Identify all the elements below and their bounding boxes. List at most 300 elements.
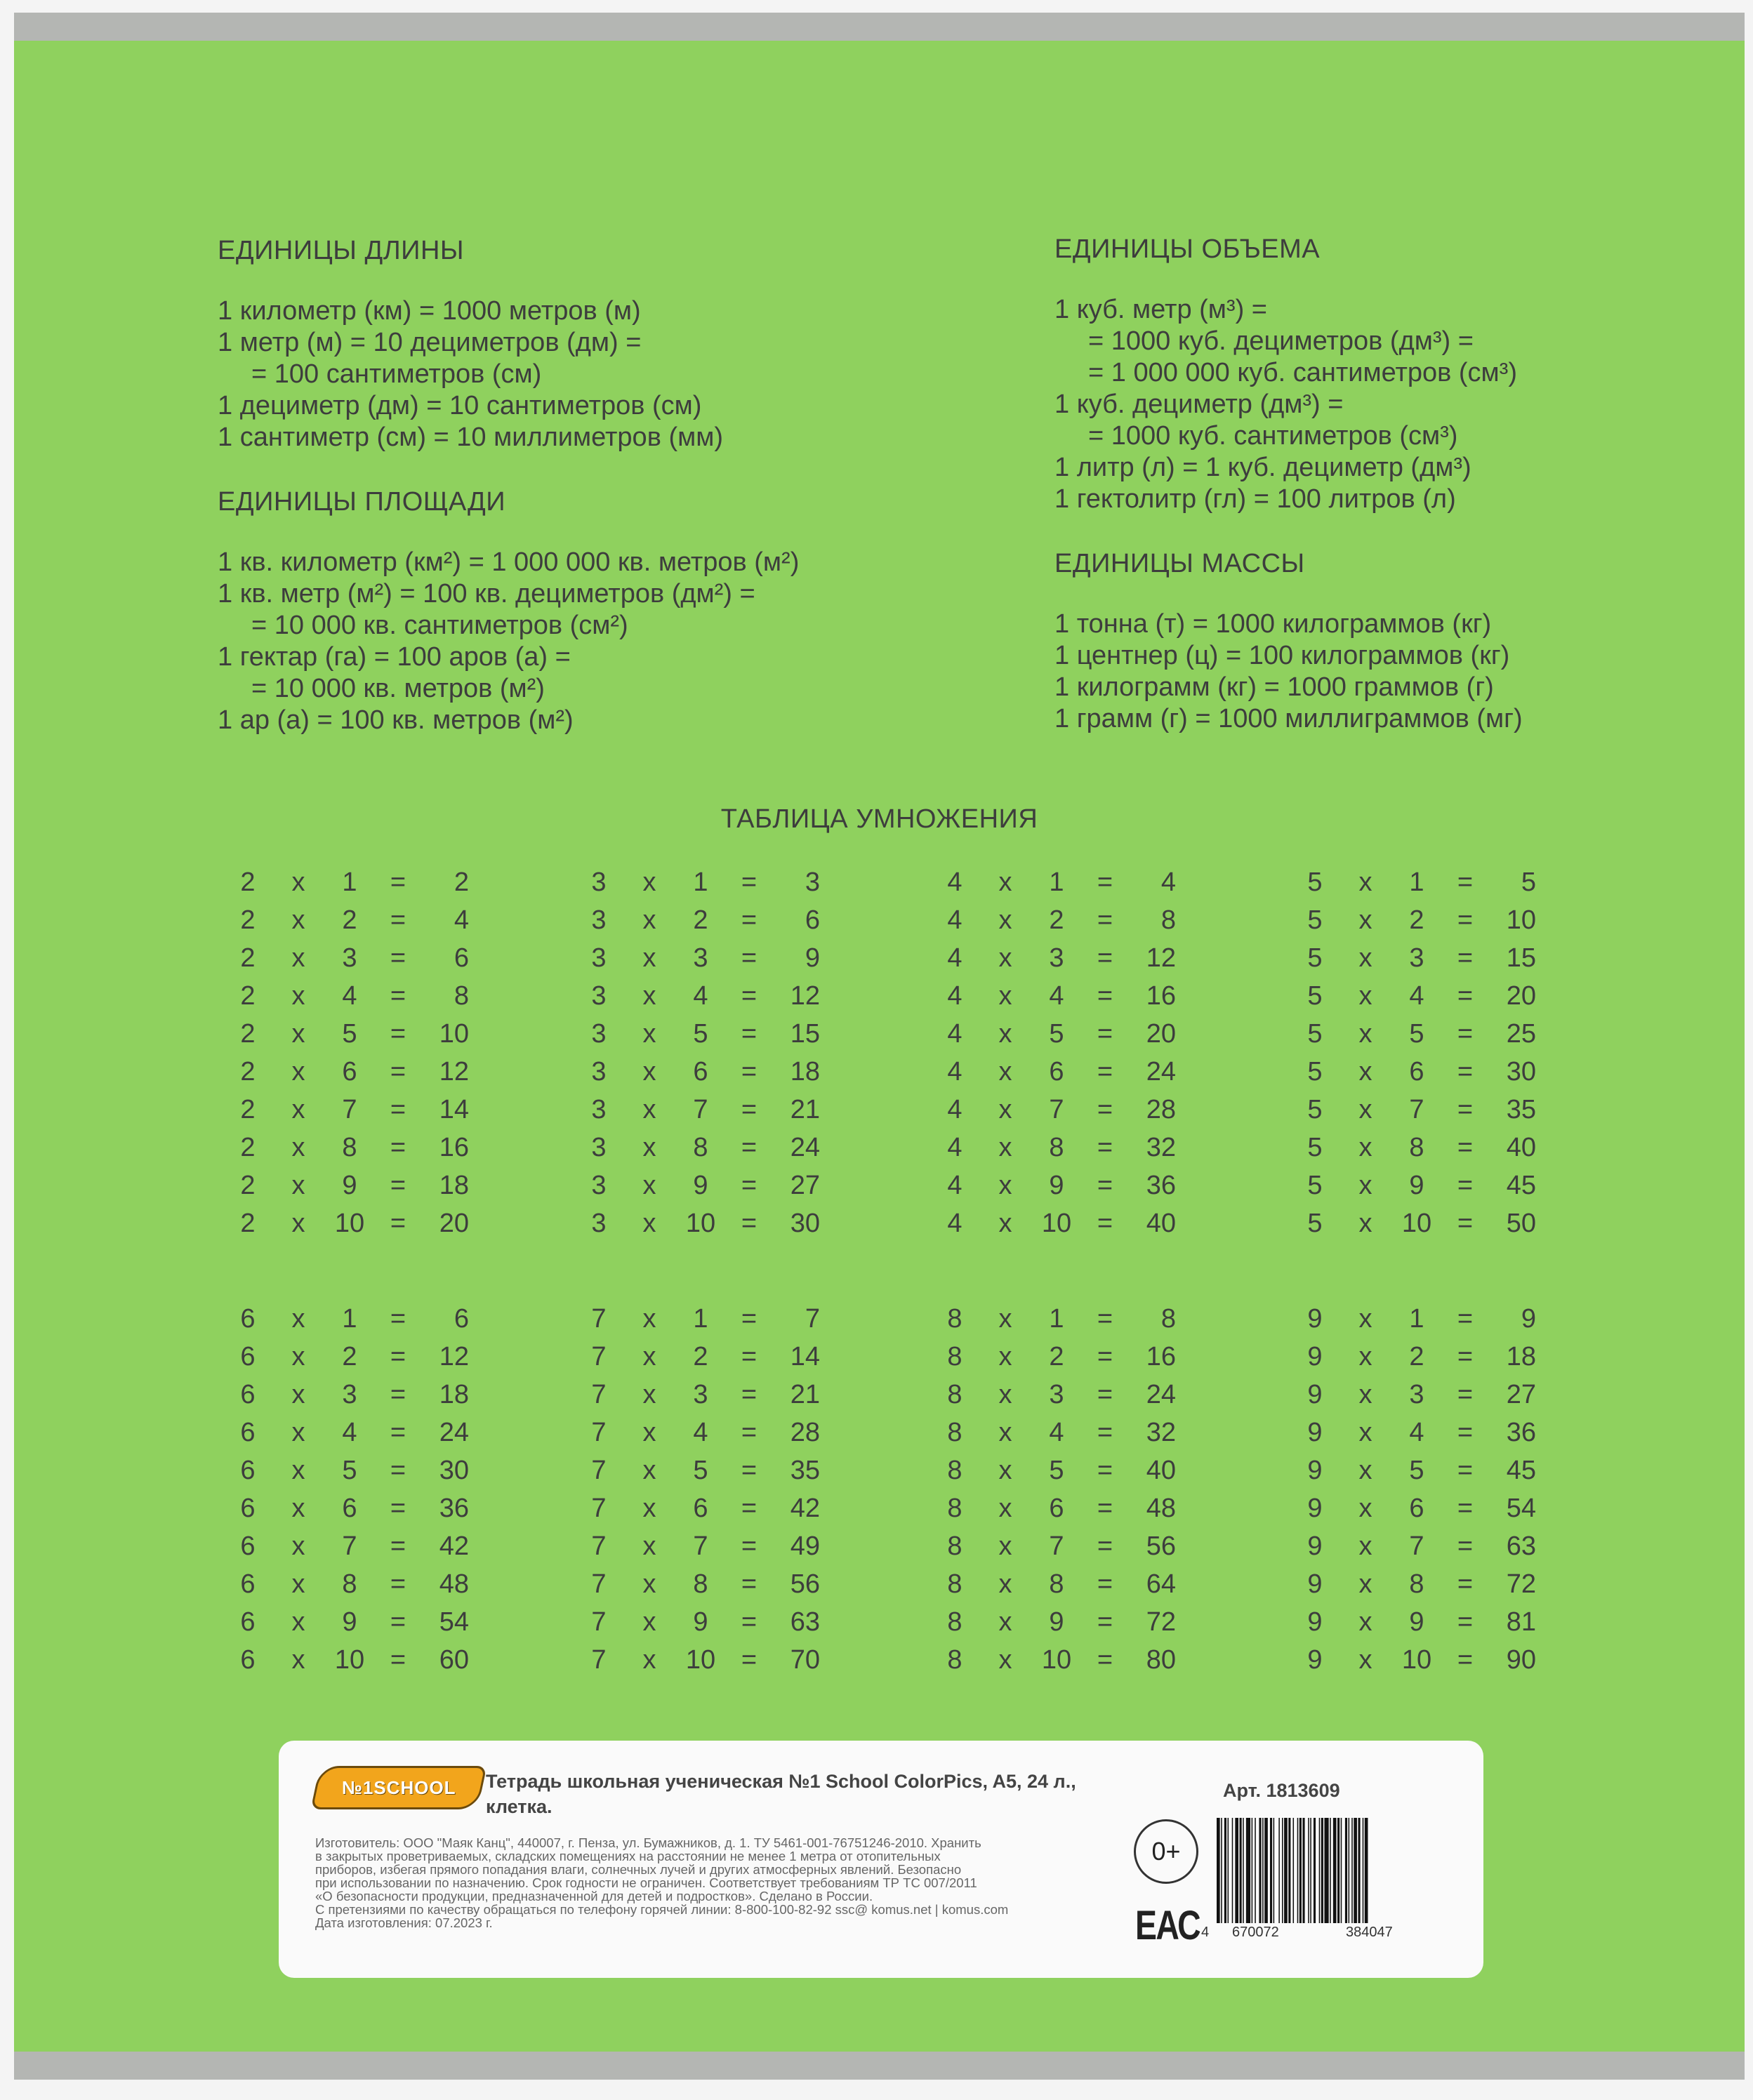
area-line: 1 ар (а) = 100 кв. метров (м²)	[218, 705, 574, 735]
times-sign: x	[1358, 1607, 1372, 1637]
equals-sign: =	[1457, 1342, 1474, 1371]
multiplicand: 8	[947, 1607, 963, 1637]
times-sign: x	[1358, 1095, 1372, 1124]
equals-sign: =	[1097, 1342, 1113, 1371]
product: 64	[1146, 1569, 1176, 1599]
times-sign: x	[642, 1057, 656, 1086]
equals-sign: =	[1097, 1531, 1113, 1561]
product: 7	[805, 1304, 820, 1334]
multiplier: 4	[693, 1418, 708, 1447]
multiplier: 7	[693, 1095, 708, 1124]
multiplicand: 9	[1307, 1569, 1323, 1599]
brand-logo-text: №1SCHOOL	[341, 1776, 456, 1798]
equals-sign: =	[390, 1645, 406, 1675]
multiplier: 2	[342, 905, 357, 935]
multiplier: 3	[1049, 943, 1064, 973]
times-sign: x	[1358, 943, 1372, 973]
multiplier: 9	[1049, 1607, 1064, 1637]
product: 6	[454, 943, 469, 973]
product: 21	[790, 1380, 820, 1409]
multiplier: 7	[1409, 1095, 1424, 1124]
area-line: = 10 000 кв. сантиметров (см²)	[251, 611, 628, 640]
multiplier: 2	[342, 1342, 357, 1371]
multiplier: 9	[342, 1607, 357, 1637]
multiplicand: 5	[1307, 868, 1323, 897]
multiplier: 4	[1409, 981, 1424, 1011]
multiplicand: 8	[947, 1380, 963, 1409]
multiplicand: 6	[240, 1418, 256, 1447]
product: 63	[790, 1607, 820, 1637]
multiplier: 8	[1049, 1133, 1064, 1162]
equals-sign: =	[1097, 1304, 1113, 1334]
product: 63	[1506, 1531, 1536, 1561]
equals-sign: =	[1457, 1418, 1474, 1447]
times-sign: x	[642, 1209, 656, 1238]
product: 8	[1160, 1304, 1176, 1334]
equals-sign: =	[390, 1209, 406, 1238]
multiplier: 9	[1409, 1607, 1424, 1637]
multiplier: 4	[1049, 981, 1064, 1011]
equals-sign: =	[1097, 868, 1113, 897]
multiplicand: 8	[947, 1418, 963, 1447]
product: 24	[1146, 1380, 1176, 1409]
area-line: 1 кв. километр (км²) = 1 000 000 кв. метров (м²)	[218, 547, 800, 577]
equals-sign: =	[1457, 1133, 1474, 1162]
times-sign: x	[642, 1019, 656, 1049]
multiplicand: 8	[947, 1456, 963, 1485]
multiplier: 9	[342, 1171, 357, 1200]
length-line: 1 дециметр (дм) = 10 сантиметров (см)	[218, 391, 702, 420]
multiplicand: 8	[947, 1494, 963, 1523]
times-sign: x	[1358, 1494, 1372, 1523]
equals-sign: =	[1457, 1456, 1474, 1485]
equals-sign: =	[1457, 1095, 1474, 1124]
multiplier: 4	[693, 981, 708, 1011]
volume-line: 1 куб. дециметр (дм³) =	[1054, 390, 1344, 419]
barcode-digits-right: 384047	[1346, 1925, 1393, 1940]
multiplier: 7	[342, 1531, 357, 1561]
equals-sign: =	[1097, 1095, 1113, 1124]
fine-print-line: Изготовитель: ООО "Маяк Канц", 440007, г. Пенза, ул. Бумажников, д. 1. ТУ 5461-001-76751246-2010. Хранить	[315, 1835, 981, 1850]
times-sign: x	[291, 1095, 305, 1124]
multiplier: 3	[342, 943, 357, 973]
multiplicand: 4	[947, 905, 963, 935]
times-sign: x	[642, 1171, 656, 1200]
times-sign: x	[998, 981, 1012, 1011]
multiplicand: 9	[1307, 1494, 1323, 1523]
length-line: 1 сантиметр (см) = 10 миллиметров (мм)	[218, 423, 723, 452]
multiplier: 2	[1409, 1342, 1424, 1371]
multiplier: 6	[693, 1494, 708, 1523]
volume-lines	[1054, 294, 1517, 515]
multiplier: 6	[342, 1057, 357, 1086]
equals-sign: =	[1097, 1133, 1113, 1162]
multiplicand: 7	[591, 1607, 607, 1637]
times-sign: x	[998, 1171, 1012, 1200]
product: 24	[1146, 1057, 1176, 1086]
multiplier: 6	[1409, 1494, 1424, 1523]
multiplicand: 7	[591, 1456, 607, 1485]
multiplier: 3	[693, 943, 708, 973]
product: 40	[1146, 1456, 1176, 1485]
mass-line: 1 килограмм (кг) = 1000 граммов (г)	[1054, 672, 1494, 702]
multiplier: 5	[1049, 1456, 1064, 1485]
multiplier: 8	[342, 1569, 357, 1599]
multiplier: 10	[1401, 1645, 1432, 1675]
times-sign: x	[998, 905, 1012, 935]
equals-sign: =	[741, 1171, 758, 1200]
product: 9	[1521, 1304, 1536, 1334]
multiplicand: 2	[240, 943, 256, 973]
multiplicand: 2	[240, 1133, 256, 1162]
mass-units-section	[1054, 549, 1523, 735]
times-sign: x	[1358, 1057, 1372, 1086]
equals-sign: =	[1457, 868, 1474, 897]
multiplier: 8	[342, 1133, 357, 1162]
bottom-grey-band	[14, 2052, 1745, 2080]
product: 42	[790, 1494, 820, 1523]
times-sign: x	[1358, 981, 1372, 1011]
multiplier: 10	[1041, 1645, 1072, 1675]
times-sign: x	[642, 1380, 656, 1409]
equals-sign: =	[741, 1645, 758, 1675]
times-sign: x	[998, 1569, 1012, 1599]
multiplier: 10	[334, 1645, 365, 1675]
times-sign: x	[1358, 1342, 1372, 1371]
multiplier: 9	[693, 1607, 708, 1637]
product: 32	[1146, 1418, 1176, 1447]
times-sign: x	[998, 1342, 1012, 1371]
volume-units-section	[1054, 234, 1517, 515]
barcode-digit-first: 4	[1201, 1925, 1210, 1940]
product: 60	[439, 1645, 469, 1675]
times-sign: x	[998, 1304, 1012, 1334]
multiplicand: 5	[1307, 905, 1323, 935]
product: 12	[790, 981, 820, 1011]
multiplier: 5	[342, 1456, 357, 1485]
multiplicand: 3	[591, 905, 607, 935]
product: 16	[439, 1133, 469, 1162]
multiplier: 2	[1049, 905, 1064, 935]
multiplier: 2	[1049, 1342, 1064, 1371]
equals-sign: =	[741, 943, 758, 973]
times-sign: x	[998, 1019, 1012, 1049]
equals-sign: =	[1097, 1057, 1113, 1086]
multiplier: 7	[1049, 1531, 1064, 1561]
times-sign: x	[291, 981, 305, 1011]
volume-line: 1 куб. метр (м³) =	[1054, 295, 1267, 324]
times-sign: x	[291, 868, 305, 897]
product: 30	[790, 1209, 820, 1238]
volume-line: = 1000 куб. сантиметров (см³)	[1088, 421, 1458, 451]
equals-sign: =	[1457, 1057, 1474, 1086]
multiplier: 2	[693, 905, 708, 935]
product: 72	[1506, 1569, 1536, 1599]
multiplier: 4	[342, 1418, 357, 1447]
product: 32	[1146, 1133, 1176, 1162]
product: 20	[439, 1209, 469, 1238]
multiplier: 4	[1049, 1418, 1064, 1447]
length-line: 1 километр (км) = 1000 метров (м)	[218, 296, 641, 326]
times-sign: x	[291, 1418, 305, 1447]
area-line: 1 кв. метр (м²) = 100 кв. дециметров (дм²) =	[218, 579, 755, 609]
times-sign: x	[642, 1456, 656, 1485]
multiplier: 3	[693, 1380, 708, 1409]
multiplicand: 4	[947, 1209, 963, 1238]
volume-line: = 1 000 000 куб. сантиметров (см³)	[1088, 358, 1517, 387]
product: 35	[790, 1456, 820, 1485]
multiplier: 1	[1049, 1304, 1064, 1334]
times-sign: x	[291, 1456, 305, 1485]
product: 45	[1506, 1171, 1536, 1200]
multiplicand: 6	[240, 1607, 256, 1637]
product: 28	[1146, 1095, 1176, 1124]
equals-sign: =	[1457, 1171, 1474, 1200]
equals-sign: =	[1457, 1494, 1474, 1523]
times-sign: x	[291, 1133, 305, 1162]
multiplicand: 4	[947, 1133, 963, 1162]
manufacturer-fine-print	[315, 1836, 1193, 1929]
equals-sign: =	[1457, 1569, 1474, 1599]
multiplier: 7	[342, 1095, 357, 1124]
multiplicand: 8	[947, 1569, 963, 1599]
product: 18	[439, 1380, 469, 1409]
multiplier: 3	[342, 1380, 357, 1409]
equals-sign: =	[741, 1380, 758, 1409]
multiplier: 9	[693, 1171, 708, 1200]
multiplier: 4	[342, 981, 357, 1011]
multiplicand: 2	[240, 981, 256, 1011]
equals-sign: =	[741, 1456, 758, 1485]
product: 70	[790, 1645, 820, 1675]
multiplicand: 9	[1307, 1304, 1323, 1334]
multiplicand: 5	[1307, 1171, 1323, 1200]
times-sign: x	[1358, 1133, 1372, 1162]
multiplicand: 3	[591, 1095, 607, 1124]
multiplier: 6	[1409, 1057, 1424, 1086]
times-sign: x	[1358, 1531, 1372, 1561]
section-title-length: ЕДИНИЦЫ ДЛИНЫ	[218, 236, 465, 265]
product: 6	[805, 905, 820, 935]
multiplier: 7	[1049, 1095, 1064, 1124]
multiplicand: 9	[1307, 1380, 1323, 1409]
times-sign: x	[291, 943, 305, 973]
times-sign: x	[1358, 1418, 1372, 1447]
volume-line: 1 гектолитр (гл) = 100 литров (л)	[1054, 484, 1456, 514]
equals-sign: =	[390, 1342, 406, 1371]
product: 4	[454, 905, 469, 935]
multiplicand: 4	[947, 943, 963, 973]
product: 36	[1506, 1418, 1536, 1447]
multiplicand: 7	[591, 1569, 607, 1599]
equals-sign: =	[390, 1057, 406, 1086]
section-title-area: ЕДИНИЦЫ ПЛОЩАДИ	[218, 487, 506, 517]
product: 40	[1146, 1209, 1176, 1238]
times-sign: x	[1358, 905, 1372, 935]
multiplicand: 2	[240, 1019, 256, 1049]
volume-line: 1 литр (л) = 1 куб. дециметр (дм³)	[1054, 453, 1471, 482]
equals-sign: =	[1457, 1380, 1474, 1409]
times-sign: x	[998, 1494, 1012, 1523]
multiplier: 1	[693, 868, 708, 897]
equals-sign: =	[1097, 1380, 1113, 1409]
equals-sign: =	[390, 1569, 406, 1599]
multiplier: 1	[693, 1304, 708, 1334]
times-sign: x	[1358, 868, 1372, 897]
times-sign: x	[291, 1209, 305, 1238]
multiplier: 2	[693, 1342, 708, 1371]
multiplier: 1	[1409, 1304, 1424, 1334]
multiplicand: 6	[240, 1645, 256, 1675]
multiplicand: 9	[1307, 1607, 1323, 1637]
area-line: 1 гектар (га) = 100 аров (а) =	[218, 642, 571, 672]
equals-sign: =	[1097, 1569, 1113, 1599]
multiplicand: 3	[591, 1019, 607, 1049]
equals-sign: =	[741, 981, 758, 1011]
times-sign: x	[291, 1380, 305, 1409]
multiplication-table-title: ТАБЛИЦА УМНОЖЕНИЯ	[720, 804, 1038, 834]
product: 27	[790, 1171, 820, 1200]
multiplicand: 3	[591, 1171, 607, 1200]
area-line: = 10 000 кв. метров (м²)	[251, 674, 545, 703]
multiplicand: 8	[947, 1304, 963, 1334]
times-sign: x	[642, 1133, 656, 1162]
times-sign: x	[998, 1645, 1012, 1675]
product: 90	[1506, 1645, 1536, 1675]
times-sign: x	[1358, 1019, 1372, 1049]
product: 16	[1146, 981, 1176, 1011]
product: 20	[1506, 981, 1536, 1011]
multiplicand: 9	[1307, 1342, 1323, 1371]
length-lines	[218, 295, 723, 453]
multiplier: 6	[693, 1057, 708, 1086]
times-sign: x	[998, 868, 1012, 897]
equals-sign: =	[1097, 1645, 1113, 1675]
multiplicand: 6	[240, 1531, 256, 1561]
times-sign: x	[998, 1380, 1012, 1409]
product: 10	[1506, 905, 1536, 935]
equals-sign: =	[741, 1418, 758, 1447]
multiplier: 6	[342, 1494, 357, 1523]
times-sign: x	[998, 1095, 1012, 1124]
product: 20	[1146, 1019, 1176, 1049]
equals-sign: =	[390, 905, 406, 935]
times-sign: x	[642, 1304, 656, 1334]
product: 5	[1521, 868, 1536, 897]
multiplicand: 3	[591, 868, 607, 897]
area-units-section	[218, 487, 799, 736]
multiplier: 5	[342, 1019, 357, 1049]
times-sign: x	[642, 1418, 656, 1447]
equals-sign: =	[390, 1019, 406, 1049]
product: 48	[1146, 1494, 1176, 1523]
times-sign: x	[291, 1171, 305, 1200]
multiplier: 7	[693, 1531, 708, 1561]
multiplicand: 6	[240, 1380, 256, 1409]
product: 36	[1146, 1171, 1176, 1200]
product: 27	[1506, 1380, 1536, 1409]
product: 54	[439, 1607, 469, 1637]
product: 30	[439, 1456, 469, 1485]
equals-sign: =	[390, 943, 406, 973]
multiplicand: 6	[240, 1342, 256, 1371]
product: 2	[454, 868, 469, 897]
equals-sign: =	[741, 868, 758, 897]
mass-lines	[1054, 609, 1523, 735]
equals-sign: =	[1457, 1531, 1474, 1561]
product: 81	[1506, 1607, 1536, 1637]
length-line: 1 метр (м) = 10 дециметров (дм) =	[218, 328, 642, 357]
times-sign: x	[1358, 1171, 1372, 1200]
times-sign: x	[1358, 1209, 1372, 1238]
multiplier: 9	[1409, 1171, 1424, 1200]
equals-sign: =	[390, 868, 406, 897]
times-sign: x	[291, 1494, 305, 1523]
product: 35	[1506, 1095, 1536, 1124]
product: 15	[1506, 943, 1536, 973]
multiplier: 1	[1049, 868, 1064, 897]
multiplicand: 4	[947, 1057, 963, 1086]
times-sign: x	[1358, 1456, 1372, 1485]
multiplier: 10	[1401, 1209, 1432, 1238]
fine-print-line: в закрытых проветриваемых, складских помещениях на расстоянии не менее 1 метра от отопительных	[315, 1849, 941, 1863]
times-sign: x	[291, 1019, 305, 1049]
times-sign: x	[291, 1342, 305, 1371]
article-number: Арт. 1813609	[1223, 1780, 1340, 1801]
multiplier: 10	[1041, 1209, 1072, 1238]
equals-sign: =	[1097, 1171, 1113, 1200]
multiplicand: 5	[1307, 1133, 1323, 1162]
multiplicand: 7	[591, 1494, 607, 1523]
multiplicand: 2	[240, 905, 256, 935]
multiplicand: 3	[591, 1209, 607, 1238]
times-sign: x	[1358, 1304, 1372, 1334]
product: 21	[790, 1095, 820, 1124]
product: 12	[1146, 943, 1176, 973]
product: 45	[1506, 1456, 1536, 1485]
equals-sign: =	[390, 1133, 406, 1162]
equals-sign: =	[741, 1607, 758, 1637]
multiplier: 8	[1409, 1569, 1424, 1599]
equals-sign: =	[1097, 1607, 1113, 1637]
multiplier: 7	[1409, 1531, 1424, 1561]
mass-line: 1 тонна (т) = 1000 килограммов (кг)	[1054, 609, 1492, 639]
fine-print-line: Дата изготовления: 07.2023 г.	[315, 1915, 493, 1930]
product: 12	[439, 1342, 469, 1371]
product: 40	[1506, 1133, 1536, 1162]
product: 18	[790, 1057, 820, 1086]
multiplicand: 2	[240, 1095, 256, 1124]
times-sign: x	[291, 1304, 305, 1334]
equals-sign: =	[1097, 1209, 1113, 1238]
product: 56	[790, 1569, 820, 1599]
times-sign: x	[642, 1095, 656, 1124]
times-sign: x	[642, 943, 656, 973]
multiplicand: 2	[240, 1057, 256, 1086]
product: 9	[805, 943, 820, 973]
multiplicand: 5	[1307, 981, 1323, 1011]
times-sign: x	[998, 1209, 1012, 1238]
multiplicand: 4	[947, 981, 963, 1011]
multiplicand: 9	[1307, 1645, 1323, 1675]
equals-sign: =	[741, 1342, 758, 1371]
times-sign: x	[998, 1531, 1012, 1561]
product: 14	[439, 1095, 469, 1124]
product: 50	[1506, 1209, 1536, 1238]
multiplier: 5	[693, 1019, 708, 1049]
multiplier: 8	[1049, 1569, 1064, 1599]
equals-sign: =	[1097, 981, 1113, 1011]
